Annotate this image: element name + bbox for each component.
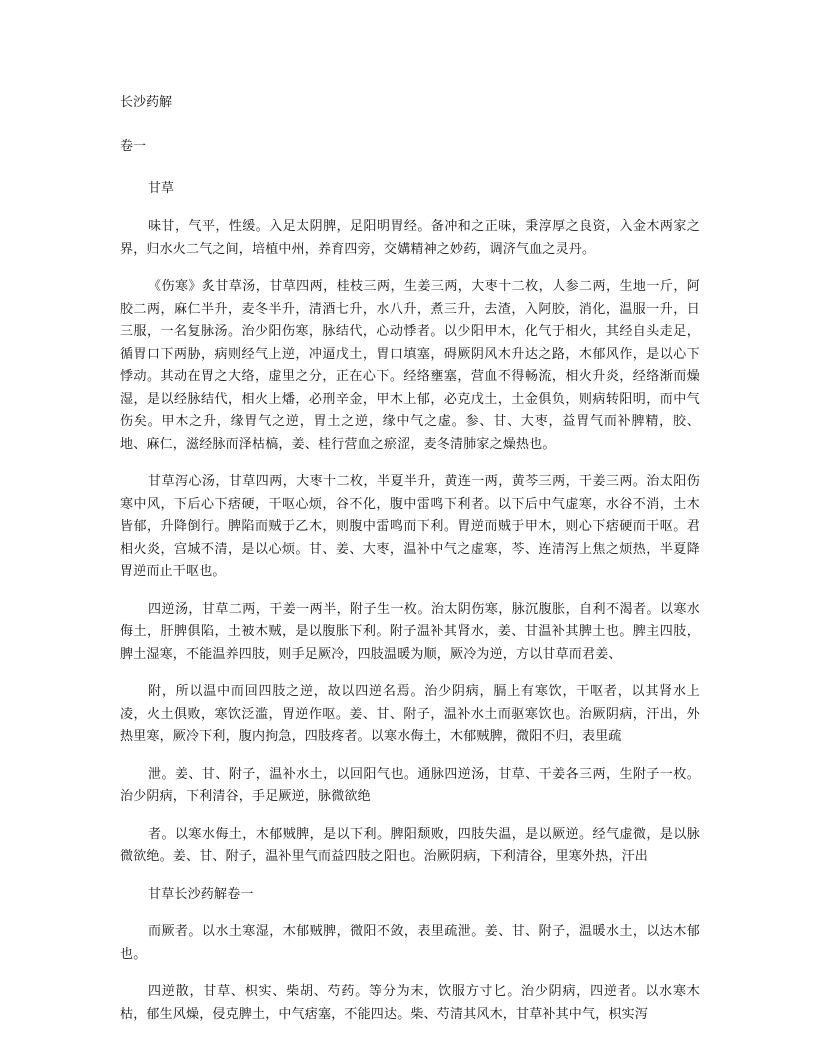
section-footer-label: 甘草长沙药解卷一 (148, 886, 254, 902)
book-title: 长沙药解 (120, 95, 173, 110)
paragraph-zhigancao-tang: 《伤寒》炙甘草汤，甘草四两，桂枝三两，生姜三两，大枣十二枚，人参二两，生地一斤，阿胶二两，麻仁半升，麦冬半升，清酒七升，水八升，煮三升，去渣，入阿胶，消化，温服一升，日三服，一名复脉汤。治少阳伤寒，脉结代，心动悸者。以少阳甲木，化气于相火，其经自头走足，循胃口下两胁，病则经气上逆，冲逼戊土，胃口填塞，碍厥阴风木升达之路，木郁风作，是以心下悸动。其动在胃之大络，虚里之分，正在心下。经络壅塞，营血不得畅流，相火升炎，经络渐而燥湿，是以经脉结代，相火上燔，必刑辛金，甲木上郁，必克戊土，土金俱负，则病转阳明，而中气伤矣。甲木之升，缘胃气之逆，胃土之逆，缘中气之虚。参、甘、大枣，益胃气而补脾精，胶、地、麻仁，滋经脉而泽枯槁，姜、桂行营血之瘀涩，麦冬清肺家之燥热也。 (120, 279, 700, 452)
paragraph-sini-tang: 四逆汤，甘草二两，干姜一两半，附子生一枚。治太阴伤寒，脉沉腹胀，自利不渴者。以寒水侮土，肝脾俱陷，土被木贼，是以腹胀下利。附子温补其肾水，姜、甘温补其脾土也。脾主四肢，脾土湿寒，不能温养四肢，则手足厥冷，四肢温暖为顺，厥冷为逆，方以甘草而君姜、 (120, 601, 700, 662)
paragraph-intro: 味甘，气平，性缓。入足太阴脾，足阳明胃经。备冲和之正味，秉淳厚之良资，入金木两家之界，归水火二气之间，培植中州，养育四旁，交媾精神之妙药，调济气血之灵丹。 (120, 219, 700, 257)
herb-heading: 甘草 (148, 181, 175, 196)
paragraph-sini-tang-cont: 附，所以温中而回四肢之逆，故以四逆名焉。治少阴病，膈上有寒饮，干呕者，以其肾水上凌，火土俱败，寒饮泛滥，胃逆作呕。姜、甘、附子，温补水土而驱寒饮也。治厥阴病，汗出，外热里寒，厥冷下利，腹内拘急，四肢疼者。以寒水侮土，木郁贼脾，微阳不归，表里疏 (120, 684, 700, 744)
paragraph-jueyin-cont: 而厥者。以水土寒湿，木郁贼脾，微阳不敛，表里疏泄。姜、甘、附子，温暖水土，以达木郁也。 (120, 924, 700, 962)
paragraph-tongmai-sini-tang: 泄。姜、甘、附子，温补水土，以回阳气也。通脉四逆汤，甘草、干姜各三两，生附子一枚。治少阴病，下利清谷，手足厥逆，脉微欲绝 (120, 766, 700, 804)
paragraph-gancao-xiexin-tang: 甘草泻心汤，甘草四两，大枣十二枚，半夏半升，黄连一两，黄芩三两，干姜三两。治太阳伤寒中风，下后心下痞硬，干呕心烦，谷不化，腹中雷鸣下利者。以下后中气虚寒，水谷不消，土木皆郁，升降倒行。脾陷而贼于乙木，则腹中雷鸣而下利。胃逆而贼于甲木，则心下痞硬而干呕。君相火炎，宫城不清，是以心烦。甘、姜、大枣，温补中气之虚寒，芩、连清泻上焦之烦热，半夏降胃逆而止干呕也。 (120, 474, 700, 579)
volume-label: 卷一 (120, 139, 147, 154)
paragraph-tongmai-cont: 者。以寒水侮土，木郁贼脾，是以下利。脾阳颓败，四肢失温，是以厥逆。经气虚微，是以脉微欲绝。姜、甘、附子，温补里气而益四肢之阳也。治厥阴病，下利清谷，里寒外热，汗出 (120, 826, 700, 864)
paragraph-sini-san: 四逆散，甘草、枳实、柴胡、芍药。等分为末，饮服方寸匕。治少阴病，四逆者。以水寒木枯，郁生风燥，侵克脾土，中气痞塞，不能四达。柴、芍清其风木，甘草补其中气，枳实泻 (120, 984, 700, 1022)
document-page (120, 92, 700, 1041)
